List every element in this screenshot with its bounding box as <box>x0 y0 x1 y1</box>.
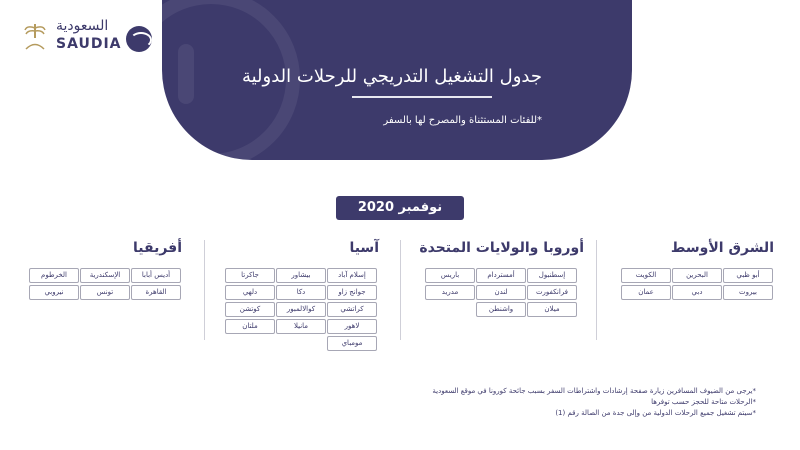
city-chip: واشنطن <box>476 302 526 317</box>
city-chip: إسطنبول <box>527 268 577 283</box>
city-chip: بيروت <box>723 285 773 300</box>
city-chip: لاهور <box>327 319 377 334</box>
city-chip: لندن <box>476 285 526 300</box>
city-chip: مدريد <box>425 285 475 300</box>
city-chip: فرانكفورت <box>527 285 577 300</box>
city-chip: دلهي <box>225 285 275 300</box>
city-chip: باريس <box>425 268 475 283</box>
city-chip: جوانج زاو <box>327 285 377 300</box>
city-chip: الخرطوم <box>29 268 79 283</box>
city-chip: أبو ظبي <box>723 268 773 283</box>
city-chip: مانيلا <box>276 319 326 334</box>
city-chip: القاهرة <box>131 285 181 300</box>
city-chip: تونس <box>80 285 130 300</box>
city-chip: جاكرتا <box>225 268 275 283</box>
region-title: أوروبا والولايات المتحدة <box>419 240 584 256</box>
region-divider <box>400 240 401 340</box>
palm-swords-emblem-icon <box>22 22 48 52</box>
city-chip: ملتان <box>225 319 275 334</box>
hero-banner <box>162 0 632 160</box>
city-chip: ميلان <box>527 302 577 317</box>
city-chip: نيروبي <box>29 285 79 300</box>
city-chip: إسلام آباد <box>327 268 377 283</box>
globe-icon <box>126 26 152 52</box>
footnote-travel-guidelines: *يرجى من الضيوف المسافرين زيارة صفحة إرشادات واشتراطات السفر بسبب جائحة كورونا في موقع السعودية <box>432 387 756 395</box>
city-chip: بيشاور <box>276 268 326 283</box>
region-title: أفريقيا <box>133 240 182 256</box>
region-divider <box>596 240 597 340</box>
city-chip: البحرين <box>672 268 722 283</box>
title-underline <box>352 96 492 98</box>
region-divider <box>204 240 205 340</box>
brand-name-arabic: السعودية <box>56 18 109 34</box>
footnote-jeddah-terminal: *سيتم تشغيل جميع الرحلات الدولية من وإلى جدة من الصالة رقم (1) <box>555 409 756 417</box>
footnote-availability: *الرحلات متاحة للحجز حسب توفرها <box>651 398 756 406</box>
month-badge: نوفمبر 2020 <box>336 196 464 220</box>
region-title: الشرق الأوسط <box>670 240 774 256</box>
city-chip: كراتشي <box>327 302 377 317</box>
brand-name-english: SAUDIA <box>56 36 122 52</box>
page-title: جدول التشغيل التدريجي للرحلات الدولية <box>241 66 542 87</box>
city-chip: دبي <box>672 285 722 300</box>
city-chip: كوتشن <box>225 302 275 317</box>
city-chip: دكا <box>276 285 326 300</box>
page-subtitle: *للفئات المستثناة والمصرح لها بالسفر <box>383 115 542 126</box>
city-chip: الكويت <box>621 268 671 283</box>
city-chip: أديس أبابا <box>131 268 181 283</box>
city-chip: مومباي <box>327 336 377 351</box>
city-chip: الإسكندرية <box>80 268 130 283</box>
city-chip: كوالالمبور <box>276 302 326 317</box>
footnotes <box>356 386 756 419</box>
region-title: آسيا <box>349 240 379 256</box>
city-chip: عمان <box>621 285 671 300</box>
saudia-logo[interactable] <box>22 18 152 58</box>
city-chip: أمستردام <box>476 268 526 283</box>
